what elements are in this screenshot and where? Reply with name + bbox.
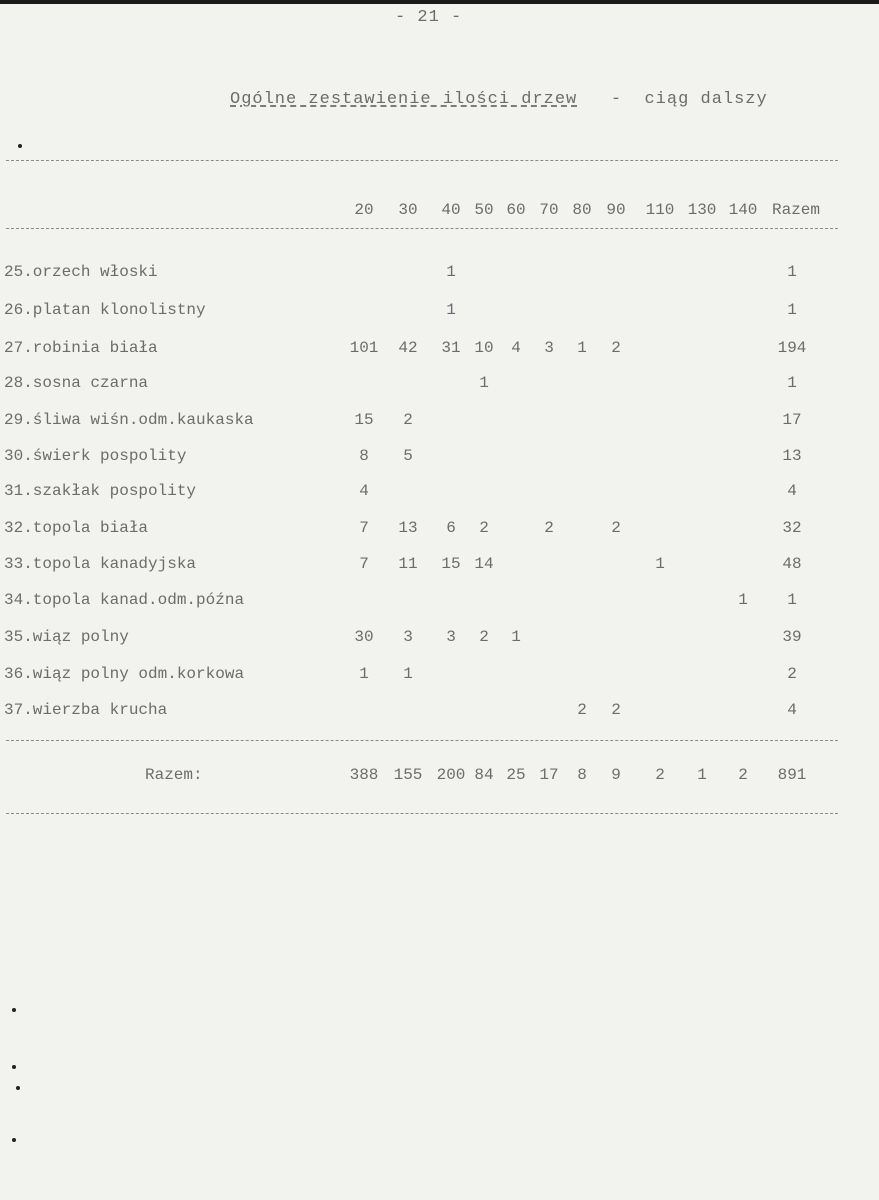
- row-label: 30.świerk pospolity: [4, 447, 187, 465]
- table-cell: 1: [359, 665, 369, 683]
- row-label: 32.topola biała: [4, 519, 149, 537]
- row-label: 26.platan klonolistny: [4, 301, 206, 319]
- table-cell: 15: [441, 555, 461, 573]
- table-cell: 15: [354, 411, 374, 429]
- table-cell: 13: [782, 447, 802, 465]
- row-label: 27.robinia biała: [4, 339, 158, 357]
- scan-top-edge: [0, 0, 879, 4]
- table-cell: 1: [787, 374, 797, 392]
- column-header: 40: [441, 201, 461, 219]
- total-label: Razem:: [145, 766, 203, 784]
- total-cell: 8: [577, 766, 587, 784]
- row-label: 37.wierzba krucha: [4, 701, 168, 719]
- total-cell: 84: [474, 766, 494, 784]
- table-cell: 2: [479, 519, 489, 537]
- table-cell: 7: [359, 519, 369, 537]
- table-cell: 1: [655, 555, 665, 573]
- row-label: 28.sosna czarna: [4, 374, 149, 392]
- table-cell: 5: [403, 447, 413, 465]
- column-header: 130: [687, 201, 717, 219]
- scan-speck: [12, 1008, 16, 1012]
- total-cell: 2: [738, 766, 748, 784]
- row-label: 31.szakłak pospolity: [4, 482, 197, 500]
- table-cell: 48: [782, 555, 802, 573]
- table-cell: 1: [446, 301, 456, 319]
- table-cell: 1: [787, 263, 797, 281]
- column-header: 140: [728, 201, 758, 219]
- row-label: 33.topola kanadyjska: [4, 555, 197, 573]
- table-cell: 8: [359, 447, 369, 465]
- table-cell: 2: [544, 519, 554, 537]
- total-cell: 17: [539, 766, 559, 784]
- table-cell: 4: [511, 339, 521, 357]
- scan-speck: [12, 1138, 16, 1142]
- row-label: 29.śliwa wiśn.odm.kaukaska: [4, 411, 254, 429]
- column-header: 20: [354, 201, 374, 219]
- column-header: 60: [506, 201, 526, 219]
- total-cell: 155: [393, 766, 423, 784]
- total-cell: 1: [697, 766, 707, 784]
- rule-bottom: [6, 813, 838, 814]
- page-number: - 21 -: [395, 8, 463, 27]
- table-cell: 2: [403, 411, 413, 429]
- table-cell: 3: [446, 628, 456, 646]
- total-cell: 25: [506, 766, 526, 784]
- table-cell: 2: [611, 701, 621, 719]
- table-cell: 11: [398, 555, 418, 573]
- table-cell: 2: [611, 339, 621, 357]
- scan-speck: [12, 1065, 16, 1069]
- table-cell: 31: [441, 339, 461, 357]
- table-cell: 1: [787, 301, 797, 319]
- table-cell: 4: [787, 482, 797, 500]
- table-cell: 2: [611, 519, 621, 537]
- title-dash: -: [610, 90, 623, 109]
- table-cell: 13: [398, 519, 418, 537]
- column-header: 110: [645, 201, 675, 219]
- document-title: [230, 90, 768, 109]
- scan-speck: [16, 1086, 20, 1090]
- column-header: 30: [398, 201, 418, 219]
- table-cell: 1: [446, 263, 456, 281]
- rule-top: [6, 160, 838, 161]
- table-cell: 3: [403, 628, 413, 646]
- table-cell: 17: [782, 411, 802, 429]
- column-header: 50: [474, 201, 494, 219]
- table-cell: 10: [474, 339, 494, 357]
- title-continuation: ciąg dalszy: [644, 90, 768, 109]
- table-cell: 14: [474, 555, 494, 573]
- table-cell: 4: [359, 482, 369, 500]
- row-label: 36.wiąz polny odm.korkowa: [4, 665, 245, 683]
- table-cell: 1: [738, 591, 748, 609]
- table-cell: 2: [479, 628, 489, 646]
- table-cell: 4: [787, 701, 797, 719]
- total-cell: 388: [349, 766, 379, 784]
- scan-speck: [18, 144, 22, 148]
- table-cell: 3: [544, 339, 554, 357]
- table-cell: 194: [777, 339, 807, 357]
- total-cell: 9: [611, 766, 621, 784]
- column-header: 90: [606, 201, 626, 219]
- title-main: Ogólne zestawienie ilości drzew: [230, 90, 578, 109]
- table-cell: 2: [787, 665, 797, 683]
- total-cell: 2: [655, 766, 665, 784]
- row-label: 35.wiąz polny: [4, 628, 129, 646]
- table-cell: 101: [349, 339, 379, 357]
- table-cell: 1: [403, 665, 413, 683]
- table-cell: 30: [354, 628, 374, 646]
- column-header: 70: [539, 201, 559, 219]
- table-cell: 32: [782, 519, 802, 537]
- table-cell: 6: [446, 519, 456, 537]
- table-cell: 1: [787, 591, 797, 609]
- table-cell: 42: [398, 339, 418, 357]
- table-cell: 2: [577, 701, 587, 719]
- column-header: Razem: [772, 201, 821, 219]
- table-cell: 1: [511, 628, 521, 646]
- row-label: 34.topola kanad.odm.późna: [4, 591, 245, 609]
- table-cell: 39: [782, 628, 802, 646]
- table-cell: 7: [359, 555, 369, 573]
- total-cell: 200: [436, 766, 466, 784]
- rule-before-total: [6, 740, 838, 741]
- row-label: 25.orzech włoski: [4, 263, 158, 281]
- table-cell: 1: [479, 374, 489, 392]
- table-cell: 1: [577, 339, 587, 357]
- total-cell: 891: [777, 766, 807, 784]
- rule-header: [6, 228, 838, 229]
- column-header: 80: [572, 201, 592, 219]
